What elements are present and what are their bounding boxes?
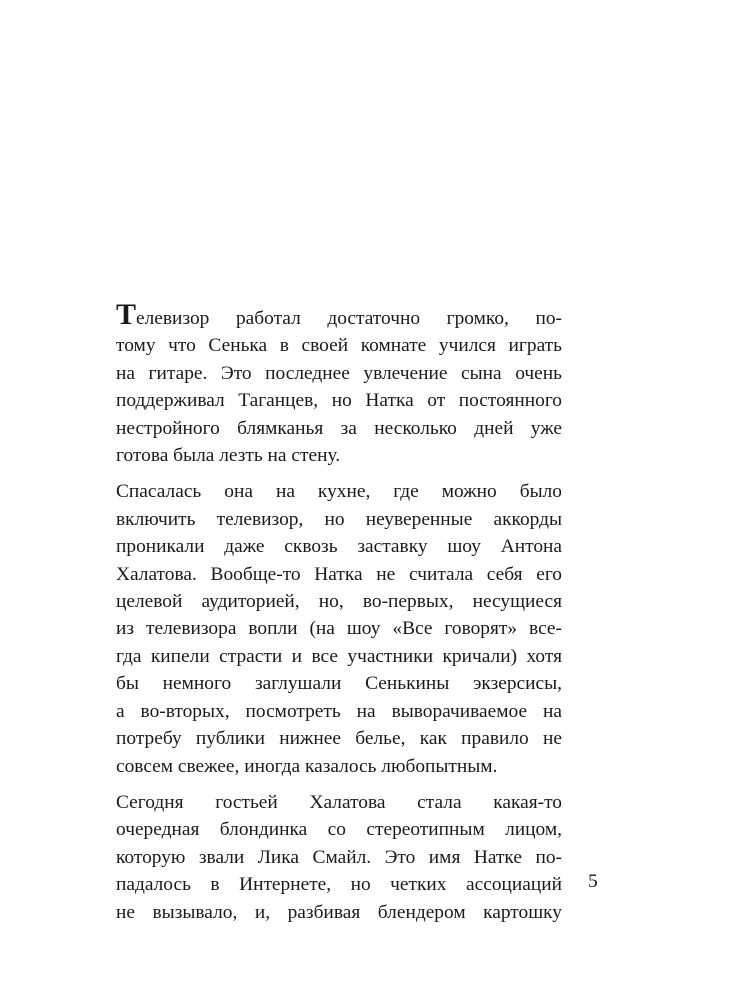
text-line: готова была лезть на стену. (116, 445, 341, 467)
text-line: очередная блондинка со стереотипным лицом, (116, 819, 562, 841)
text-line: Халатова. Вообще-то Натка не считала себя его (116, 563, 562, 585)
text-line: совсем свежее, иногда казалось любопытным. (116, 755, 498, 777)
text-line: нестройного блямканья за несколько дней уже (116, 417, 562, 439)
text-line: из телевизора вопли (на шоу «Все говорят» все- (116, 618, 562, 640)
paragraph-1 (116, 300, 562, 469)
paragraph-2 (116, 478, 562, 779)
page-number: 5 (588, 871, 598, 892)
text-line: Телевизор работал достаточно громко, по- (116, 298, 562, 331)
body-text (116, 300, 562, 935)
drop-cap: Т (116, 298, 137, 331)
text-line: целевой аудиторией, но, во-первых, несущиеся (116, 591, 562, 613)
paragraph-3 (116, 789, 562, 926)
text-line: гда кипели страсти и все участники кричали) хотя (116, 645, 562, 667)
text-line: а во-вторых, посмотреть на выворачиваемое на (116, 700, 562, 722)
text-line: тому что Сенька в своей комнате учился играть (116, 335, 562, 357)
text-line: потребу публики нижнее белье, как правило не (116, 728, 562, 750)
text-line: Сегодня гостьей Халатова стала какая-то (116, 791, 562, 813)
text-line: не вызывало, и, разбивая блендером картошку (116, 901, 562, 923)
text-line: Спасалась она на кухне, где можно было (116, 481, 562, 503)
text-line: на гитаре. Это последнее увлечение сына очень (116, 362, 562, 384)
text-line: бы немного заглушали Сенькины экзерсисы, (116, 673, 562, 695)
text-line: которую звали Лика Смайл. Это имя Натке по- (116, 846, 562, 868)
text-line: падалось в Интернете, но четких ассоциаций (116, 874, 562, 896)
text-line: поддерживал Таганцев, но Натка от постоянного (116, 390, 562, 412)
text-line: проникали даже сквозь заставку шоу Антона (116, 536, 562, 558)
text-line: включить телевизор, но неуверенные аккорды (116, 508, 562, 530)
